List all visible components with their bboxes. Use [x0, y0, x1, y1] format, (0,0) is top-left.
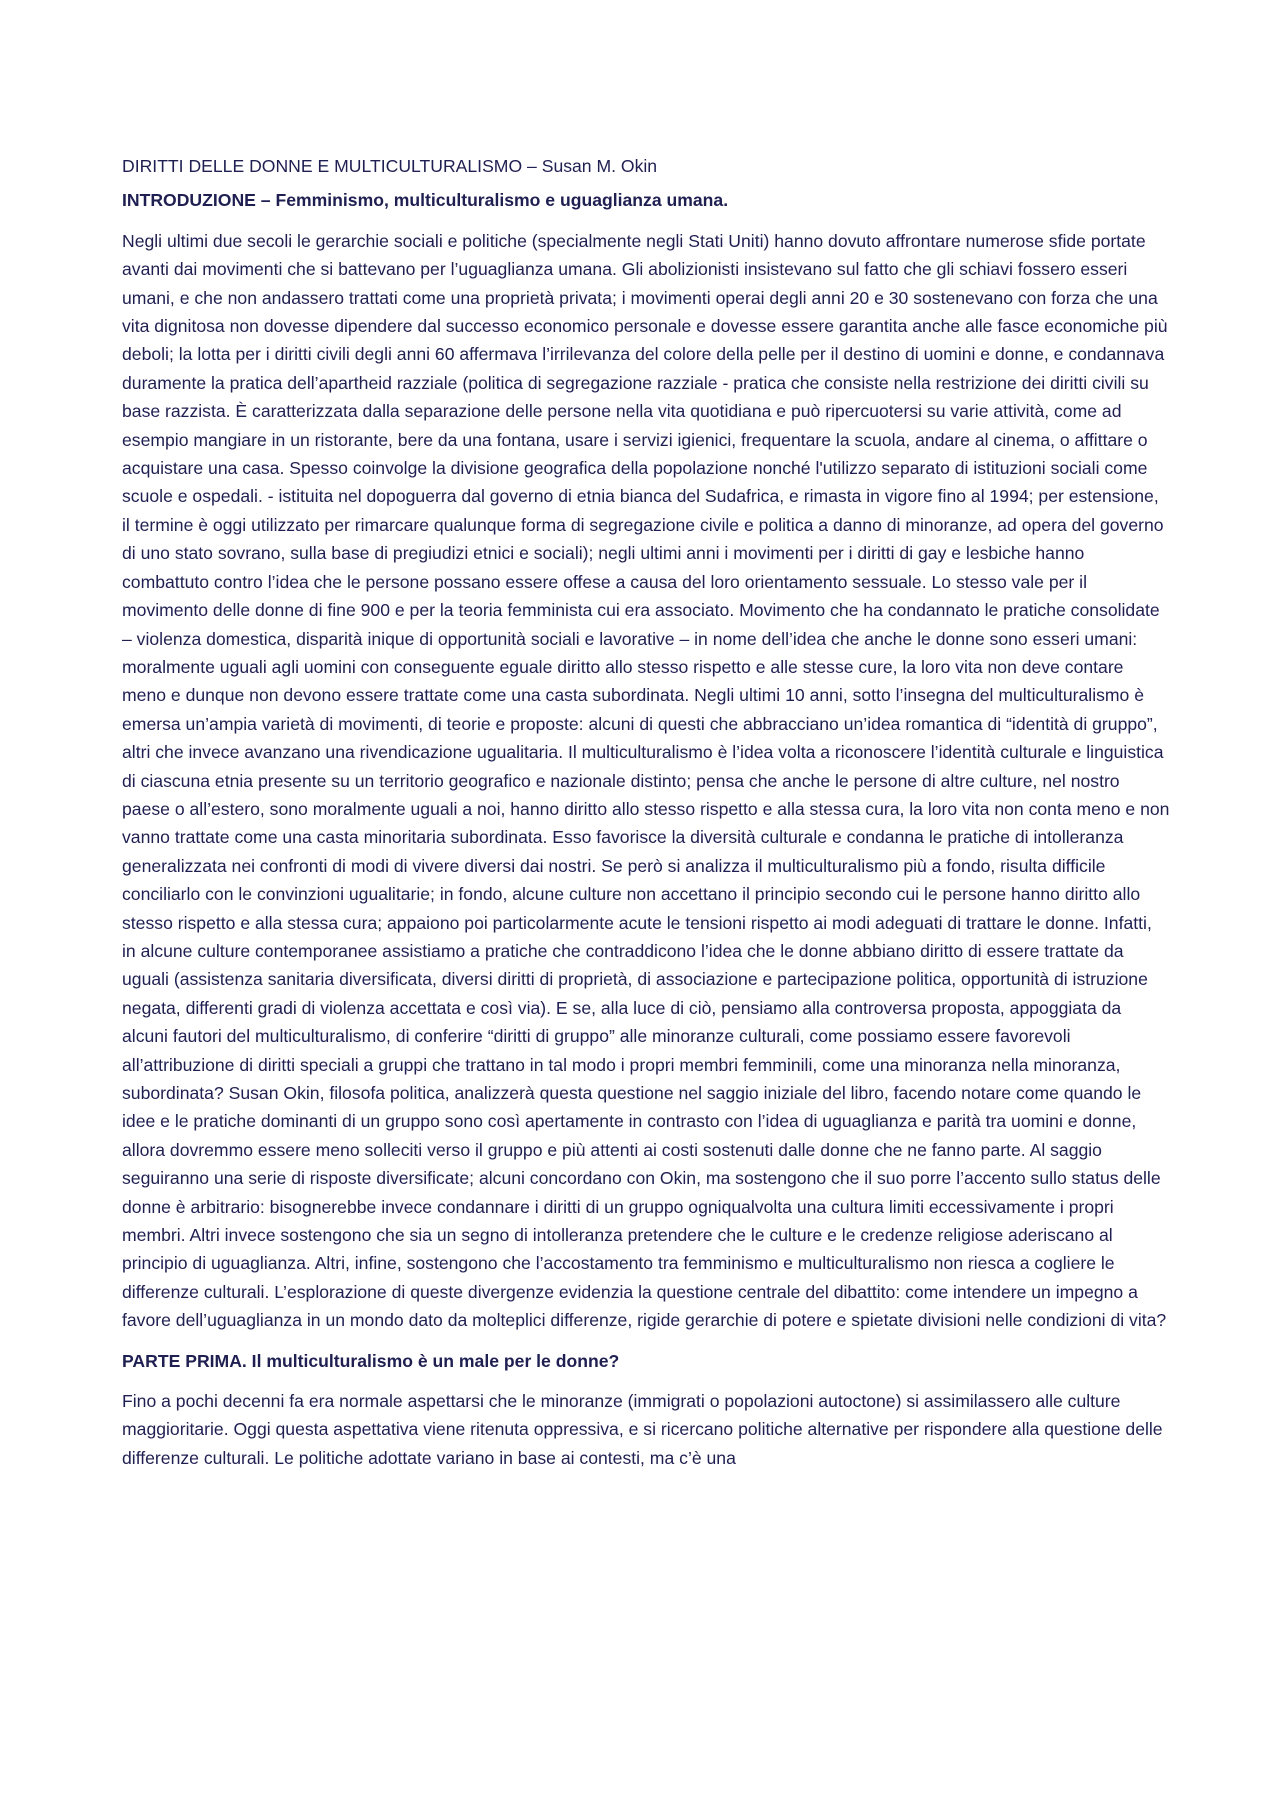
document-title: DIRITTI DELLE DONNE E MULTICULTURALISMO – Susan M. Okin — [122, 156, 658, 176]
document-page — [122, 152, 1170, 1484]
intro-heading: INTRODUZIONE – Femminismo, multiculturalismo e uguaglianza umana. — [122, 190, 729, 211]
part-one-paragraph: Fino a pochi decenni fa era normale aspettarsi che le minoranze (immigrati o popolazioni autoctone) si assimilassero alle culture maggioritarie. Oggi questa aspettativa viene ritenuta oppressiva, e si ricercano politiche alternative per rispondere alla questione delle differenze culturali. Le politiche adottate variano in base ai contesti, ma c’è una — [122, 1391, 1163, 1468]
intro-paragraph: Negli ultimi due secoli le gerarchie sociali e politiche (specialmente negli Stati Uniti) hanno dovuto affrontare numerose sfide portate avanti dai movimenti che si battevano per l’uguaglianza umana. Gli abolizionisti insistevano sul fatto che gli schiavi fossero esseri umani, e che non andassero trattati come una proprietà privata; i movimenti operai degli anni 20 e 30 sostenevano con forza che una vita dignitosa non dovesse dipendere dal successo economico personale e dovesse essere garantita anche alle fasce economiche più deboli; la lotta per i diritti civili degli anni 60 affermava l’irrilevanza del colore della pelle per il destino di uomini e donne, e condannava duramente la pratica dell’apartheid razziale (politica di segregazione razziale - pratica che consiste nella restrizione dei diritti civili su base razzista. È caratterizzata dalla separazione delle persone nella vita quotidiana e può ripercuotersi su varie attività, come ad esempio mangiare in un ristorante, bere da una fontana, usare i servizi igienici, frequentare la scuola, andare al cinema, o affittare o acquistare una casa. Spesso coinvolge la divisione geografica della popolazione nonché l'utilizzo separato di istituzioni sociali come scuole e ospedali. - istituita nel dopoguerra dal governo di etnia bianca del Sudafrica, e rimasta in vigore fino al 1994; per estensione, il termine è oggi utilizzato per rimarcare qualunque forma di segregazione civile e politica a danno di minoranze, ad opera del governo di uno stato sovrano, sulla base di pregiudizi etnici e sociali); negli ultimi anni i movimenti per i diritti di gay e lesbiche hanno combattuto contro l’idea che le persone possano essere offese a causa del loro orientamento sessuale. Lo stesso vale per il movimento delle donne di fine 900 e per la teoria femminista cui era associato. Movimento che ha condannato le pratiche consolidate – violenza domestica, disparità inique di opportunità sociali e lavorative – in nome dell’idea che anche le donne sono esseri umani: moralmente uguali agli uomini con conseguente eguale diritto allo stesso rispetto e alle stesse cure, la loro vita non deve contare meno e dunque non devono essere trattate come una casta subordinata. Negli ultimi 10 anni, sotto l’insegna del multiculturalismo è emersa un’ampia varietà di movimenti, di teorie e proposte: alcuni di questi che abbracciano un’idea romantica di “identità di gruppo”, altri che invece avanzano una rivendicazione ugualitaria. Il multiculturalismo è l’idea volta a riconoscere l’identità culturale e linguistica di ciascuna etnia presente su un territorio geografico e nazionale distinto; pensa che anche le persone di altre culture, nel nostro paese o all’estero, sono moralmente uguali a noi, hanno diritto allo stesso rispetto e alla stessa cura, la loro vita non conta meno e non vanno trattate come una casta minoritaria subordinata. Esso favorisce la diversità culturale e condanna le pratiche di intolleranza generalizzata nei confronti di modi di vivere diversi dai nostri. Se però si analizza il multiculturalismo più a fondo, risulta difficile conciliarlo con le convinzioni ugualitarie; in fondo, alcune culture non accettano il principio secondo cui le persone hanno diritto allo stesso rispetto e alla stessa cura; appaiono poi particolarmente acute le tensioni rispetto ai modi adeguati di trattare le donne. Infatti, in alcune culture contemporanee assistiamo a pratiche che contraddicono l’idea che le donne abbiano diritto di essere trattate da uguali (assistenza sanitaria diversificata, diversi diritti di proprietà, di associazione e partecipazione politica, opportunità di istruzione negata, differenti gradi di violenza accettata e così via). E se, alla luce di ciò, pensiamo alla controversa proposta, appoggiata da alcuni fautori del multiculturalismo, di conferire “diritti di gruppo” alle minoranze culturali, come possiamo essere favorevoli all’attribuzione di diritti speciali a gruppi che trattano in tal modo i propri membri femminili, come una minoranza nella minoranza, subordinata? Susan Okin, filosofa politica, analizzerà questa questione nel saggio iniziale del libro, facendo notare come quando le idee e le pratiche dominanti di un gruppo sono così apertamente in contrasto con l’idea di uguaglianza e parità tra uomini e donne, allora dovremmo essere meno solleciti verso il gruppo e più attenti ai costi sostenuti dalle donne che ne fanno parte. Al saggio seguiranno una serie di risposte diversificate; alcuni concordano con Okin, ma sostengono che il suo porre l’accento sullo status delle donne è arbitrario: bisognerebbe invece condannare i diritti di un gruppo ogniqualvolta una cultura limiti eccessivamente i propri membri. Altri invece sostengono che sia un segno di intolleranza pretendere che le culture e le credenze religiose aderiscano al principio di uguaglianza. Altri, infine, sostengono che l’accostamento tra femminismo e multiculturalismo non riesca a cogliere le differenze culturali. L’esplorazione di queste divergenze evidenzia la questione centrale del dibattito: come intendere un impegno a favore dell’uguaglianza in un mondo dato da molteplici differenze, rigide gerarchie di potere e spietate divisioni nelle condizioni di vita? — [122, 230, 1170, 1331]
part-one-heading: PARTE PRIMA. Il multiculturalismo è un male per le donne? — [122, 1350, 620, 1371]
